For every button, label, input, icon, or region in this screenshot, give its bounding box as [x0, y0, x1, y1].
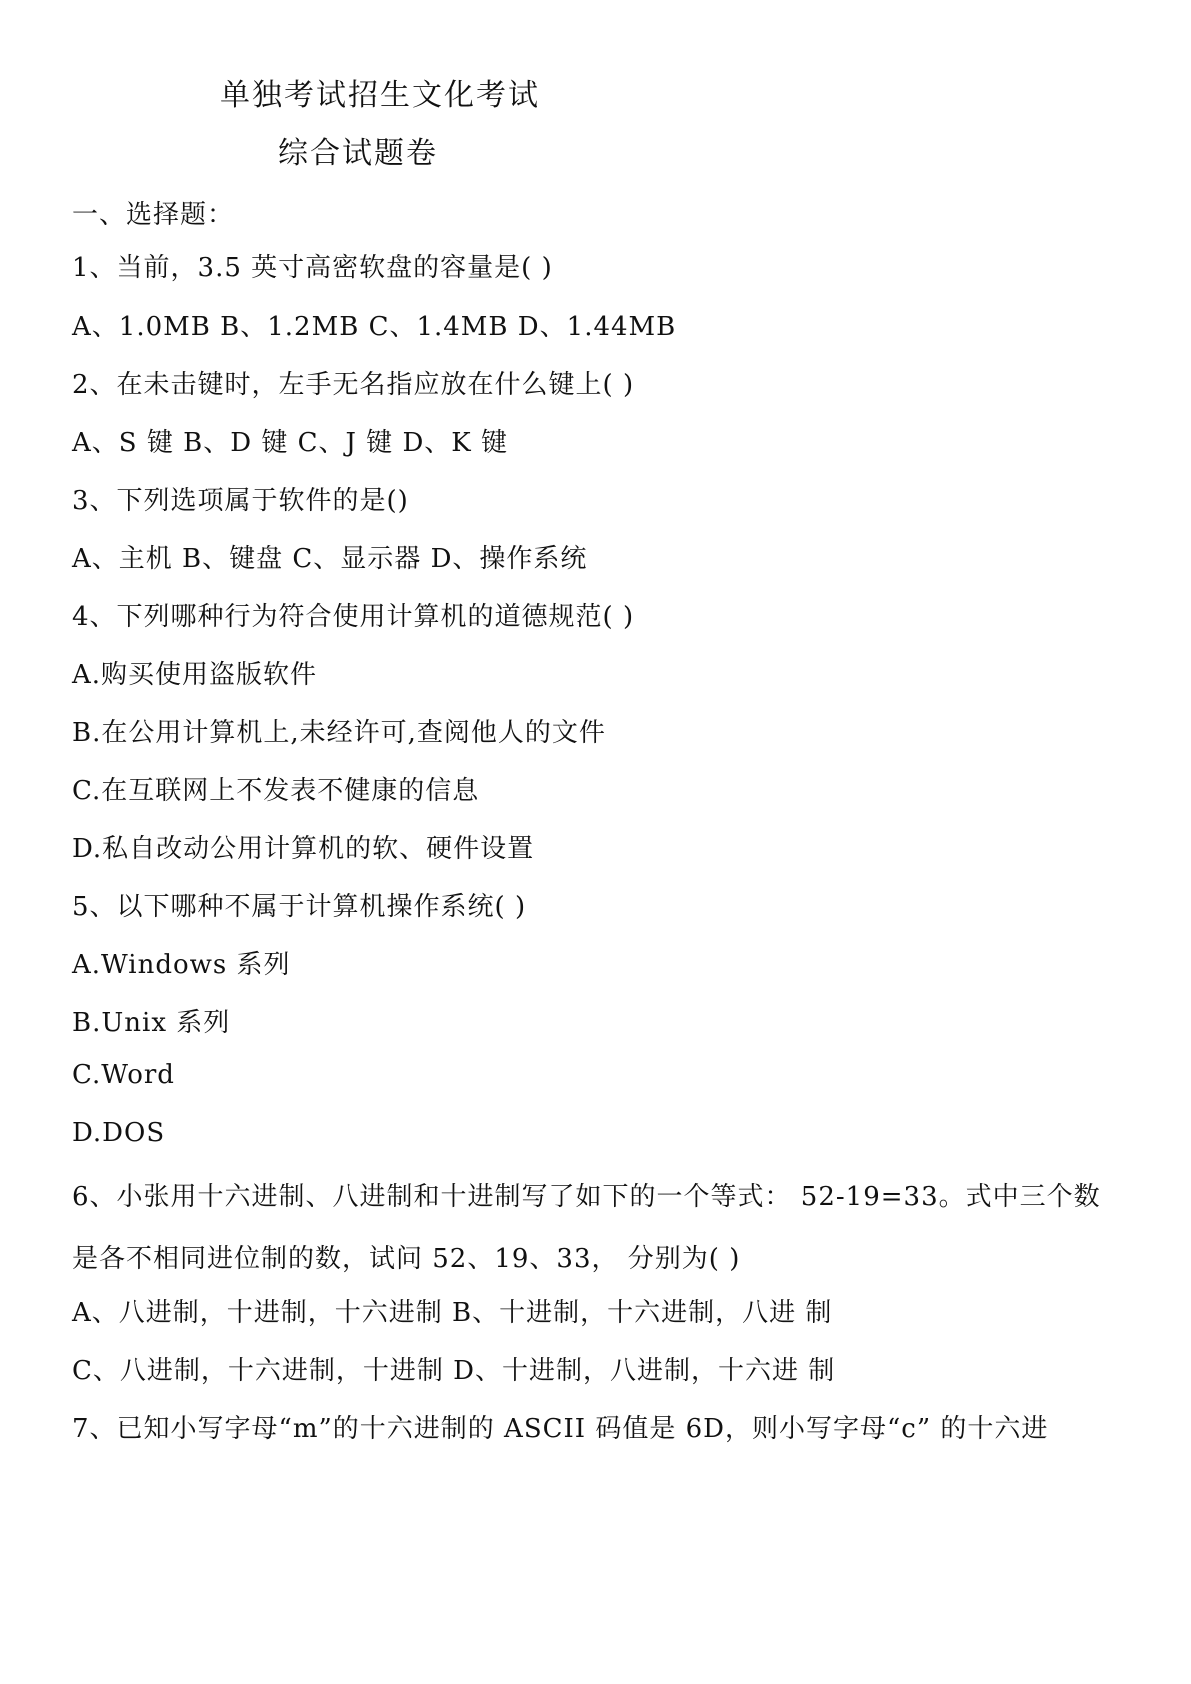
question-4-stem: 4、下列哪种行为符合使用计算机的道德规范( ): [72, 602, 635, 632]
question-6-stem-line-1: 6、小张用十六进制、八进制和十进制写了如下的一个等式： 52-19=33。式中三个数: [72, 1182, 1101, 1212]
question-6-options-line-2: C、八进制，十六进制，十进制 D、十进制，八进制，十六进 制: [72, 1356, 836, 1386]
question-3-stem: 3、下列选项属于软件的是(): [72, 486, 409, 516]
question-3-options: A、主机 B、键盘 C、显示器 D、操作系统: [72, 544, 588, 574]
question-5-stem: 5、以下哪种不属于计算机操作系统( ): [72, 892, 527, 922]
question-6-options-line-1: A、八进制，十进制，十六进制 B、十进制，十六进制，八进 制: [72, 1298, 833, 1328]
exam-title: 单独考试招生文化考试: [220, 78, 540, 113]
question-5-option-b: B.Unix 系列: [72, 1008, 231, 1038]
question-2-stem: 2、在未击键时，左手无名指应放在什么键上( ): [72, 370, 635, 400]
question-7-stem-line-1: 7、已知小写字母“m”的十六进制的 ASCII 码值是 6D，则小写字母“c” 的十六进: [72, 1414, 1049, 1444]
question-1-options: A、1.0MB B、1.2MB C、1.4MB D、1.44MB: [72, 312, 677, 342]
question-5-option-a: A.Windows 系列: [72, 950, 291, 980]
question-6-stem-line-2: 是各不相同进位制的数，试问 52、19、33， 分别为( ): [72, 1244, 741, 1274]
question-4-option-a: A.购买使用盗版软件: [72, 660, 318, 690]
question-5-option-d: D.DOS: [72, 1118, 166, 1148]
question-2-options: A、S 键 B、D 键 C、J 键 D、K 键: [72, 428, 508, 458]
exam-subtitle: 综合试题卷: [278, 136, 438, 171]
question-4-option-c: C.在互联网上不发表不健康的信息: [72, 776, 480, 806]
section-heading: 一、选择题：: [72, 200, 235, 230]
question-5-option-c: C.Word: [72, 1060, 175, 1090]
question-4-option-b: B.在公用计算机上,未经许可,查阅他人的文件: [72, 718, 606, 748]
question-1-stem: 1、当前，3.5 英寸高密软盘的容量是( ): [72, 253, 553, 283]
question-4-option-d: D.私自改动公用计算机的软、硬件设置: [72, 834, 535, 864]
